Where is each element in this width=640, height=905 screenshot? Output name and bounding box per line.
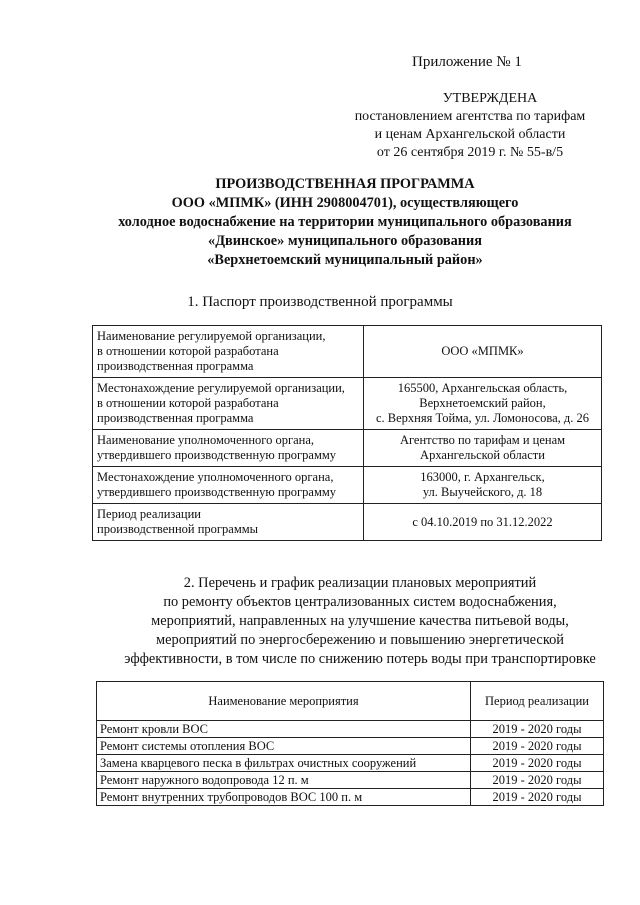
table-row: [93, 504, 602, 541]
label-line: в отношении которой разработана: [97, 344, 279, 358]
passport-label: [93, 504, 364, 541]
value-line: Агентство по тарифам и ценам: [399, 433, 566, 447]
label-line: утвердившего производственную программу: [97, 448, 337, 462]
passport-value: [364, 378, 602, 430]
table-row: [93, 378, 602, 430]
passport-table: [92, 325, 602, 541]
approval-block: [340, 90, 600, 162]
label-line: в отношении которой разработана: [97, 396, 279, 410]
activity-name: Ремонт кровли ВОС: [97, 721, 471, 738]
label-line: производственная программа: [97, 359, 254, 373]
passport-label: [93, 467, 364, 504]
label-line: Период реализации: [97, 507, 201, 521]
activity-name: Ремонт наружного водопровода 12 п. м: [97, 772, 471, 789]
approval-line-3: от 26 сентября 2019 г. № 55-в/5: [376, 145, 564, 160]
passport-value: [364, 430, 602, 467]
section-1-heading: 1. Паспорт производственной программы: [187, 294, 453, 310]
label-line: Наименование регулируемой организации,: [97, 329, 326, 343]
title-line-3: холодное водоснабжение на территории муниципального образования: [118, 214, 572, 230]
label-line: Местонахождение уполномоченного органа,: [97, 470, 334, 484]
section-2-heading-line: 2. Перечень и график реализации плановых мероприятий: [183, 575, 537, 591]
activity-period: 2019 - 2020 годы: [471, 721, 604, 738]
activity-period: 2019 - 2020 годы: [471, 738, 604, 755]
value-line: с. Верхняя Тойма, ул. Ломоносова, д. 26: [376, 411, 589, 425]
table-row: [97, 789, 604, 806]
passport-value: [364, 467, 602, 504]
document-title: [60, 175, 630, 270]
table-row: [93, 430, 602, 467]
title-line-5: «Верхнетоемский муниципальный район»: [207, 252, 483, 268]
section-2-heading-line: по ремонту объектов централизованных систем водоснабжения,: [163, 594, 557, 610]
value-line: 165500, Архангельская область,: [397, 381, 568, 395]
activity-name: Замена кварцевого песка в фильтрах очистных сооружений: [97, 755, 471, 772]
table-row: [97, 721, 604, 738]
value-line: Архангельской области: [420, 448, 545, 462]
passport-label: [93, 430, 364, 467]
section-2-heading-line: мероприятий, направленных на улучшение качества питьевой воды,: [151, 613, 569, 629]
table-row: [97, 772, 604, 789]
label-line: Местонахождение регулируемой организации,: [97, 381, 345, 395]
table-header-row: [97, 682, 604, 721]
passport-label: [93, 326, 364, 378]
activity-period: 2019 - 2020 годы: [471, 772, 604, 789]
title-line-4: «Двинское» муниципального образования: [208, 233, 482, 249]
label-line: производственная программа: [97, 411, 254, 425]
section-2-heading-line: мероприятий по энергосбережению и повышению энергетической: [156, 632, 564, 648]
passport-value: [364, 326, 602, 378]
table-row: [93, 326, 602, 378]
column-header-period: Период реализации: [471, 682, 604, 721]
table-row: [93, 467, 602, 504]
column-header-name: Наименование мероприятия: [97, 682, 471, 721]
approval-line-1: постановлением агентства по тарифам: [354, 109, 586, 124]
activities-table: [96, 681, 604, 806]
value-line: ООО «МПМК»: [441, 344, 524, 358]
passport-label: [93, 378, 364, 430]
activity-period: 2019 - 2020 годы: [471, 789, 604, 806]
value-line: ул. Выучейского, д. 18: [422, 485, 543, 499]
value-line: 163000, г. Архангельск,: [420, 470, 545, 484]
title-line-2: ООО «МПМК» (ИНН 2908004701), осуществляющего: [171, 195, 519, 211]
value-line: Верхнетоемский район,: [419, 396, 546, 410]
approved-label: УТВЕРЖДЕНА: [442, 91, 538, 106]
passport-value: [364, 504, 602, 541]
title-line-1: ПРОИЗВОДСТВЕННАЯ ПРОГРАММА: [215, 176, 475, 192]
label-line: утвердившего производственную программу: [97, 485, 337, 499]
activity-name: Ремонт системы отопления ВОС: [97, 738, 471, 755]
section-2-heading-line: эффективности, в том числе по снижению потерь воды при транспортировке: [124, 651, 596, 667]
label-line: Наименование уполномоченного органа,: [97, 433, 314, 447]
table-row: [97, 755, 604, 772]
value-line: с 04.10.2019 по 31.12.2022: [412, 514, 553, 529]
activity-name: Ремонт внутренних трубопроводов ВОС 100 п. м: [97, 789, 471, 806]
label-line: производственной программы: [97, 522, 259, 536]
table-row: [97, 738, 604, 755]
activity-period: 2019 - 2020 годы: [471, 755, 604, 772]
section-2-heading: [90, 574, 630, 669]
approval-line-2: и ценам Архангельской области: [374, 127, 566, 142]
appendix-label: Приложение № 1: [412, 54, 522, 70]
